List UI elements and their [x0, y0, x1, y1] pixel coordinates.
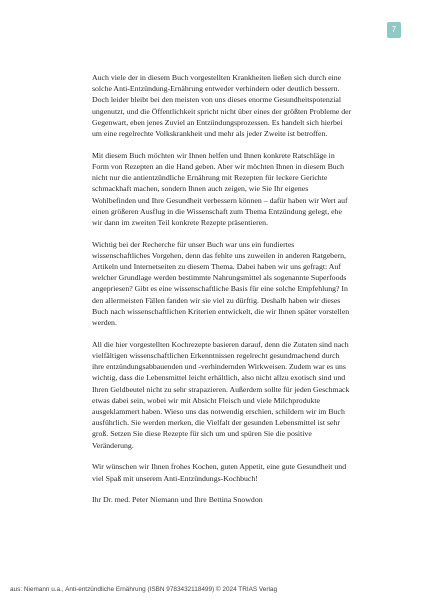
- signature: Ihr Dr. med. Peter Niemann und Ihre Bettina Snowdon: [92, 495, 263, 505]
- body-text: [92, 72, 352, 516]
- paragraph-3: Wichtig bei der Recherche für unser Buch war uns ein fundiertes wissenschaftliches Vorgehen, denn das fehlte uns zuweilen in anderen Ratgebern, Artikeln und Internetseiten zu diesem Thema. Dabei haben wir uns gefragt: Auf welcher Grundlage werden bestimmte Nahrungsmittel als sogenannte Superfoods angepriesen? Gibt es eine wissenschaftliche Basis für eine solche Empfehlung? In den allermeisten Fällen fanden wir sie viel zu dürftig. Deshalb haben wir dieses Buch nach wissenschaftlichen Kriterien entwickelt, die wir Ihnen später vorstellen werden.: [92, 239, 350, 328]
- page-number-badge: 7: [387, 22, 401, 38]
- paragraph-1: Auch viele der in diesem Buch vorgestellten Krankheiten ließen sich durch eine solche Anti-Entzündung-Ernährung entweder verhindern oder deutlich bessern. Doch leider bleibt bei den meisten von uns dieses enorme Gesundheitspotenzial ungenutzt, und die Öffentlichkeit spricht nicht über eines der größten Probleme der Gegenwart, eben jenes Zuviel an Entzündungsprozessen. Es handelt sich hierbei um eine regelrechte Volkskrankheit und mehr als jeder Zweite ist betroffen.: [92, 73, 352, 139]
- paragraph-2: Mit diesem Buch möchten wir Ihnen helfen und Ihnen konkrete Ratschläge in Form von Rezepten an die Hand geben. Aber wir möchten Ihnen in diesem Buch nicht nur die antientzündliche Ernährung mit Rezepten für leckere Gerichte schmackhaft machen, sondern Ihnen auch zeigen, wie Sie Ihr eigenes Wohlbefinden und Ihre Gesundheit verbessern können – dafür haben wir Wert auf einen größeren Ausflug in die Wissenschaft zum Thema Entzündung gelegt, ehe wir dann im zweiten Teil konkrete Rezepte präsentieren.: [92, 150, 348, 227]
- footer-citation: aus: Niemann u.a., Anti-entzündliche Ernährung (ISBN 9783432118499) © 2024 TRIAS Verlag: [10, 586, 278, 593]
- paragraph-5: Wir wünschen wir Ihnen frohes Kochen, guten Appetit, eine gute Gesundheit und viel Spaß mit unserem Anti-Entzündungs-Kochbuch!: [92, 462, 347, 483]
- paragraph-4: All die hier vorgestellten Kochrezepte basieren darauf, denn die Zutaten sind nach vielfältigen wissenschaftlichen Erkenntnissen regelrecht gesundmachend durch ihre entzündungsabbauenden und -verhindernden Wirkweisen. Zudem war es uns wichtig, dass die Lebensmittel leicht erhältlich, also nicht allzu exotisch sind und Ihren Geldbeutel nicht zu sehr strapazieren. Außerdem sollte für jeden Geschmack etwas dabei sein, wobei wir mit Absicht Fleisch und viele Milchprodukte ausgeklammert haben. Wieso uns das notwendig erschien, schildern wir im Buch ausführlich. Sie werden merken, die Vielfalt der gesunden Lebensmittel ist sehr groß. Setzen Sie diese Rezepte für sich um und spüren Sie die positive Veränderung.: [92, 339, 350, 450]
